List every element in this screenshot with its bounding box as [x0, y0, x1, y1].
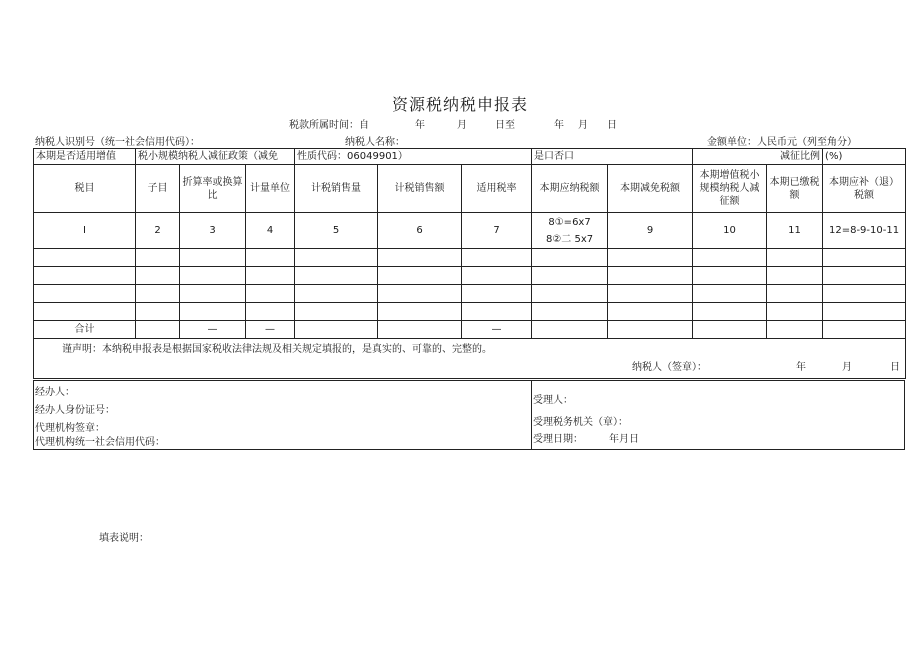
receiver-label: 受理人：: [533, 395, 573, 406]
sign-year: 年: [796, 362, 806, 373]
period-year: 年: [415, 120, 425, 131]
policy-code: 性质代码：06049901）: [295, 149, 532, 165]
reduction-ratio-pct: (%): [823, 149, 906, 165]
index-cell: 5: [295, 213, 378, 249]
taxpayer-name-label: 纳税人名称：: [345, 137, 405, 148]
declaration-row: [34, 339, 906, 379]
table-row: [34, 249, 906, 267]
header-row: [34, 165, 906, 213]
index-cell: 3: [180, 213, 246, 249]
header-cell: 子目: [136, 165, 180, 213]
policy-yes-no: 是口否口: [532, 149, 693, 165]
period-month2: 月: [578, 120, 588, 131]
handler-id-label: 经办人身份证号：: [35, 405, 115, 416]
amount-unit-label: 金额单位：人民币元（列至角分）: [707, 137, 857, 148]
receive-date-label: 受理日期：: [533, 434, 583, 445]
header-cell: 本期应纳税额: [532, 165, 608, 213]
index-cell: 9: [608, 213, 693, 249]
total-dash: —: [246, 321, 295, 339]
handler-label: 经办人：: [35, 387, 75, 398]
period-label: 税款所属时间：自: [289, 120, 369, 131]
total-label: 合计: [34, 321, 136, 339]
reduction-ratio-label: 减征比例: [693, 149, 823, 165]
index-cell: 7: [462, 213, 532, 249]
agency-seal-label: 代理机构签章：: [35, 423, 105, 434]
agency-credit-code-label: 代理机构统一社会信用代码：: [35, 437, 165, 448]
table-row: [34, 267, 906, 285]
period-day2: 日: [607, 120, 617, 131]
table-row: [34, 285, 906, 303]
header-cell: 计税销售量: [295, 165, 378, 213]
sign-day: 日: [890, 362, 900, 373]
header-cell: 折算率或换算比: [180, 165, 246, 213]
index-cell: 11: [767, 213, 823, 249]
total-dash: —: [462, 321, 532, 339]
period-day-to: 日至: [495, 120, 515, 131]
index-row: [34, 213, 906, 249]
fill-instructions-label: 填表说明：: [99, 533, 149, 544]
header-cell: 适用税率: [462, 165, 532, 213]
formula-a: 8①=6x7: [548, 216, 591, 228]
receive-date-value: 年月日: [609, 434, 639, 445]
period-month: 月: [457, 120, 467, 131]
formula-cell: [532, 213, 608, 249]
period-year2: 年: [554, 120, 564, 131]
index-cell: 2: [136, 213, 180, 249]
total-dash: —: [180, 321, 246, 339]
handler-section: [33, 380, 905, 450]
total-row: [34, 321, 906, 339]
header-cell: 本期增值税小规模纳税人减征额: [693, 165, 767, 213]
header-cell: 税目: [34, 165, 136, 213]
index-cell: 6: [378, 213, 462, 249]
header-cell: 本期应补（退）税额: [823, 165, 906, 213]
policy-text: 税小规模纳税人减征政策（减免: [136, 149, 295, 165]
header-cell: 本期减免税额: [608, 165, 693, 213]
sign-month: 月: [842, 362, 852, 373]
index-cell: 4: [246, 213, 295, 249]
formula-b: 8②二 5x7: [545, 233, 594, 245]
policy-question: 本期是否适用增值: [34, 149, 136, 165]
tax-authority-label: 受理税务机关（章）：: [533, 417, 628, 428]
index-cell: 10: [693, 213, 767, 249]
header-cell: 计量单位: [246, 165, 295, 213]
policy-row: [34, 149, 906, 165]
taxpayer-seal-label: 纳税人（签章）：: [632, 362, 707, 373]
section-divider: [531, 381, 532, 449]
table-row: [34, 303, 906, 321]
index-cell: 12=8-9-10-11: [823, 213, 906, 249]
header-cell: 本期已缴税额: [767, 165, 823, 213]
tax-table: [33, 148, 906, 379]
index-cell: I: [34, 213, 136, 249]
taxpayer-id-label: 纳税人识别号（统一社会信用代码）：: [35, 137, 200, 148]
header-cell: 计税销售额: [378, 165, 462, 213]
declaration-text: 谨声明：本纳税申报表是根据国家税收法律法规及相关规定填报的，是真实的、可靠的、完整的。: [62, 344, 492, 355]
page-title: 资源税纳税申报表: [391, 95, 528, 114]
